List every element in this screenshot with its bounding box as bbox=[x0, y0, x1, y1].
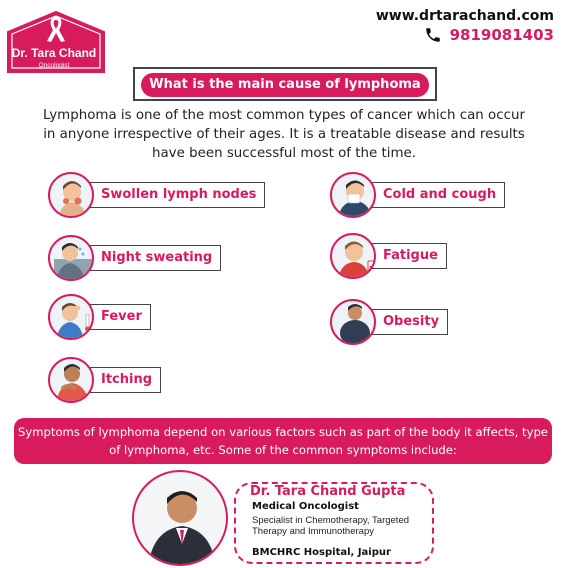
symptom-label: Night sweating bbox=[90, 245, 221, 271]
symptom-label: Itching bbox=[90, 367, 161, 393]
obese-person-illustration bbox=[330, 299, 376, 345]
title-frame bbox=[133, 67, 437, 101]
symptom-obesity bbox=[330, 299, 448, 345]
tired-person-illustration bbox=[330, 233, 376, 279]
symptom-itching bbox=[48, 357, 161, 403]
phone-number[interactable]: 9819081403 bbox=[449, 26, 554, 44]
logo-subtitle: Oncologist bbox=[38, 62, 70, 69]
logo-badge bbox=[4, 6, 116, 78]
symptom-fever bbox=[48, 294, 151, 340]
symptom-label: Fever bbox=[90, 304, 151, 330]
symptom-label: Obesity bbox=[372, 309, 448, 335]
symptom-label: Swollen lymph nodes bbox=[90, 182, 265, 208]
doctor-name: Dr. Tara Chand Gupta bbox=[250, 484, 406, 499]
phone-icon bbox=[424, 26, 442, 44]
symptom-cold-and-cough bbox=[330, 172, 505, 218]
phone-row[interactable] bbox=[424, 26, 554, 44]
logo-name: Dr. Tara Chand bbox=[11, 46, 97, 60]
symptoms-info-box: Symptoms of lymphoma depend on various factors such as part of the body it affects, type of lymphoma, etc. Some of the common symptoms include: bbox=[14, 418, 552, 464]
doctor-hospital: BMCHRC Hospital, Jaipur bbox=[252, 547, 391, 558]
swollen-neck-illustration bbox=[48, 172, 94, 218]
itching-person-illustration bbox=[48, 357, 94, 403]
intro-paragraph: Lymphoma is one of the most common types of cancer which can occur in anyone irrespective of their ages. It is a treatable disease and results have been successful most of the time. bbox=[43, 108, 525, 161]
website-link[interactable]: www.drtarachand.com bbox=[375, 8, 554, 24]
symptom-swollen-lymph-nodes bbox=[48, 172, 265, 218]
symptom-label: Fatigue bbox=[372, 243, 447, 269]
coughing-person-illustration bbox=[330, 172, 376, 218]
symptom-fatigue bbox=[330, 233, 447, 279]
sweating-person-illustration bbox=[48, 235, 94, 281]
page-title: What is the main cause of lymphoma bbox=[141, 73, 429, 97]
doctor-role: Medical Oncologist bbox=[252, 501, 359, 512]
doctor-photo bbox=[132, 470, 228, 566]
symptom-label: Cold and cough bbox=[372, 182, 505, 208]
fever-thermometer-illustration bbox=[48, 294, 94, 340]
doctor-specialty: Specialist in Chemotherapy, Targeted Therapy and Immunotherapy bbox=[252, 515, 410, 537]
symptom-night-sweating bbox=[48, 235, 221, 281]
